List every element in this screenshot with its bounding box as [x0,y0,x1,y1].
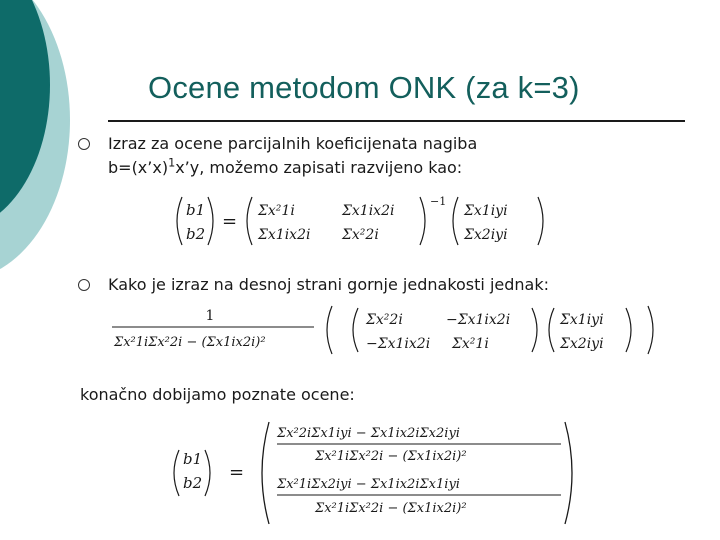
bullet-2-text: Kako je izraz na desnoj strani gornje jednakosti jednak: [108,275,549,294]
eq3-b1-numerator: Σx²2iΣx1iyi − Σx1ix2iΣx2iyi [277,426,460,441]
eq2-numerator: 1 [205,308,215,324]
equation-2 [110,302,670,358]
eq2-m22: Σx²1i [452,336,489,352]
eq1-m12: Σx1ix2i [342,203,395,219]
eq2-m21: −Σx1ix2i [366,336,431,352]
title-underline [108,120,685,122]
eq3-b2-denominator: Σx²1iΣx²2i − (Σx1ix2i)² [315,501,467,516]
eq1-b1: b1 [186,201,206,219]
eq1-exponent: −1 [430,195,447,208]
svg-text:=: = [222,211,238,232]
bullet-circle-icon [78,279,90,291]
eq3-b1-denominator: Σx²1iΣx²2i − (Σx1ix2i)² [315,449,467,464]
eq3-b2-numerator: Σx²1iΣx2iyi − Σx1ix2iΣx1iyi [277,477,460,492]
bullet-1-text [108,132,477,180]
eq3-b2: b2 [183,474,203,492]
svg-text:=: = [229,462,245,483]
eq3-b1: b1 [183,450,203,468]
bullet-1-line-2: b=(x’x)$^1$x’y, možemo zapisati razvijeno kao: [108,156,463,177]
eq2-m11: Σx²2i [366,312,403,328]
bullet-1-line-1: Izraz za ocene parcijalnih koeficijenata nagiba [108,134,478,153]
eq1-m21: Σx1ix2i [258,227,311,243]
eq1-b2: b2 [186,225,206,243]
eq2-r2: Σx2iyi [560,336,604,352]
closing-text: konačno dobijamo poznate ocene: [80,385,355,404]
eq1-m22: Σx²2i [342,227,379,243]
decorative-corner-shape [0,0,120,300]
equation-1 [168,193,568,249]
equation-3 [165,420,585,526]
eq2-m12: −Σx1ix2i [446,312,511,328]
bullet-circle-icon [78,138,90,150]
eq1-m11: Σx²1i [258,203,295,219]
eq2-r1: Σx1iyi [560,312,604,328]
eq2-denominator: Σx²1iΣx²2i − (Σx1ix2i)² [114,335,266,350]
eq1-r1: Σx1iyi [464,203,508,219]
slide-title: Ocene metodom ONK (za k=3) [148,70,580,105]
eq1-r2: Σx2iyi [464,227,508,243]
